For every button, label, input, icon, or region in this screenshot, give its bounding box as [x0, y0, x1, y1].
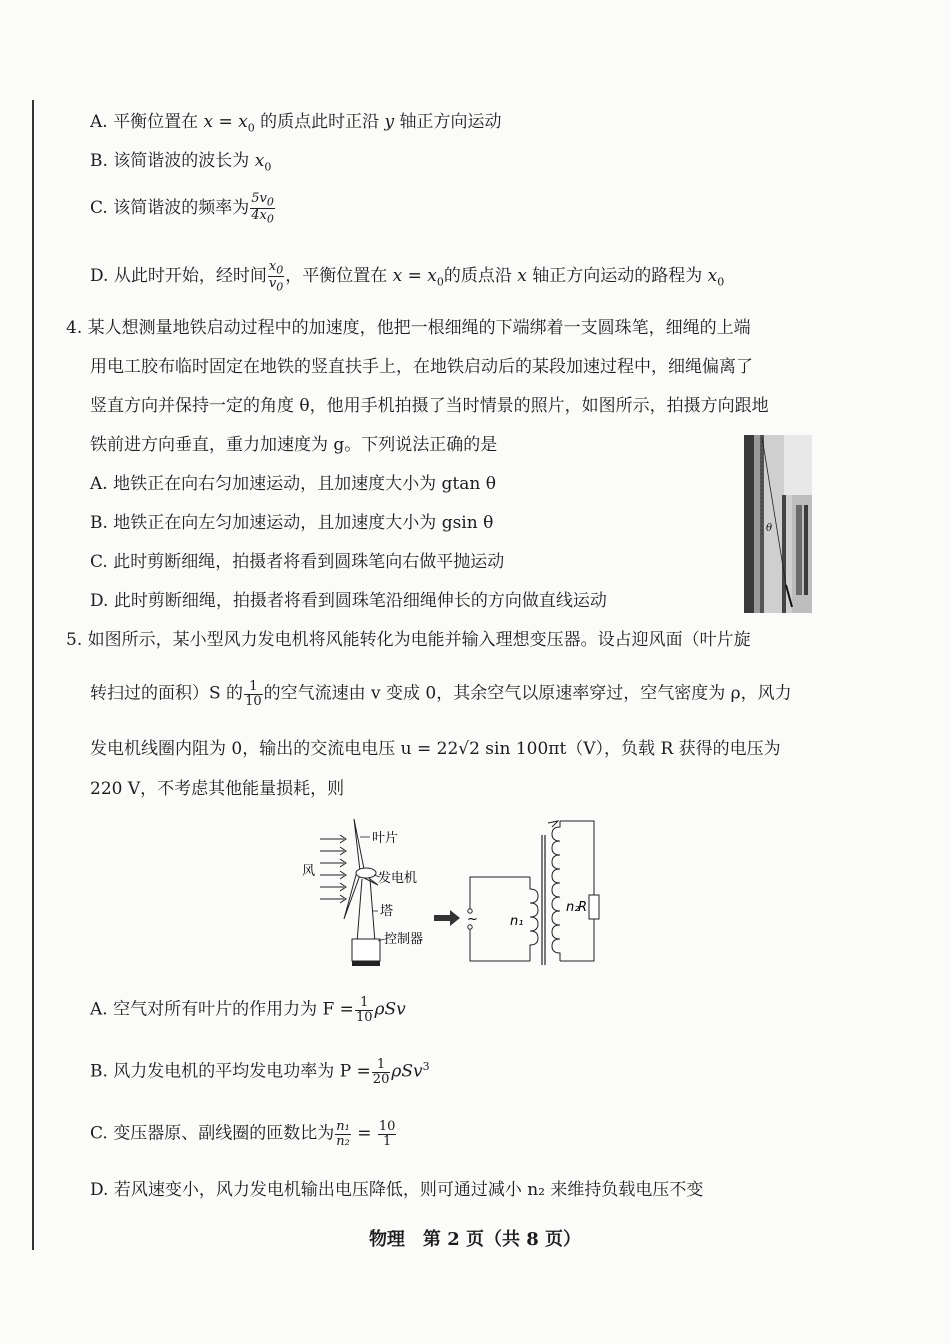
- q5-option-a-fraction: $\frac{1}{10}$: [355, 995, 373, 1025]
- q5-option-d: D. 若风速变小，风力发电机输出电压降低，则可通过减小 n₂ 来维持负载电压不变: [90, 1180, 704, 1200]
- q3-option-c-fraction: $\frac{5v_0}{4x_0}$: [251, 191, 274, 226]
- tower-label: 塔: [380, 904, 394, 919]
- theta-label: θ: [766, 523, 773, 534]
- q5-option-b-fraction: $\frac{1}{20}$: [372, 1057, 390, 1087]
- generator-label: 发电机: [378, 871, 418, 886]
- q3-option-b: B. 该简谐波的波长为 $x_0$: [90, 151, 272, 174]
- n1-label: n₁: [510, 914, 524, 929]
- q4-option-c: C. 此时剪断细绳，拍摄者将看到圆珠笔向右做平抛运动: [90, 552, 505, 572]
- page-footer: 物理 第 2 页（共 8 页）: [368, 1229, 582, 1250]
- resistor-label: R: [578, 900, 588, 915]
- q5-stem-line-4: 220 V，不考虑其他能量损耗，则: [90, 779, 345, 799]
- wind-turbine-circuit-figure: [298, 815, 604, 975]
- wind-arrows: [320, 835, 346, 903]
- q5-option-c-value: $\frac{10}{1}$: [378, 1119, 396, 1149]
- generator-nacelle: [356, 868, 376, 878]
- q5-stem-line-2: 转扫过的面积）S 的 $\frac{1}{10}$ 的空气流速由 v 变成 0，其余空气以原速率穿过，空气密度为 ρ，风力: [90, 679, 792, 709]
- q5-option-c-ratio: $\frac{\text{n₁}}{\text{n₂}}$: [336, 1119, 350, 1149]
- subway-photo: [744, 435, 812, 613]
- secondary-circuit: [548, 821, 594, 961]
- q4-stem-line-1: 4. 某人想测量地铁启动过程中的加速度，他把一根细绳的下端绑着一支圆珠笔，细绳的上端: [66, 318, 751, 338]
- q5-stem-fraction: $\frac{1}{10}$: [245, 679, 262, 709]
- q4-option-a: A. 地铁正在向右匀加速运动，且加速度大小为 gtan θ: [90, 474, 496, 494]
- q4-stem-line-3: 竖直方向并保持一定的角度 θ，他用手机拍摄了当时情景的照片，如图所示，拍摄方向跟地: [90, 396, 769, 416]
- controller-label: 控制器: [384, 932, 424, 947]
- q4-stem-line-4: 铁前进方向垂直，重力加速度为 g。下列说法正确的是: [90, 435, 498, 455]
- flow-arrow-icon: [434, 910, 460, 926]
- q3-option-a: A. 平衡位置在 $x = x_0$ 的质点此时正沿 y 轴正方向运动: [90, 112, 502, 135]
- q3-option-d: D. 从此时开始，经时间 $\frac{x_0}{v_0}$ ，平衡位置在 $x = x_0$的质点沿 x 轴正方向运动的路程为 $x_0$: [90, 259, 725, 294]
- q5-option-b: B. 风力发电机的平均发电功率为 P = $\frac{1}{20}$ ρSv$^3$: [90, 1057, 430, 1087]
- q4-option-d: D. 此时剪断细绳，拍摄者将看到圆珠笔沿细绳伸长的方向做直线运动: [90, 591, 607, 611]
- ac-source-symbol: ~: [467, 912, 478, 927]
- controller-box: [352, 939, 380, 961]
- n2-label: n₂: [566, 900, 580, 915]
- q5-option-a: A. 空气对所有叶片的作用力为 F = $\frac{1}{10}$ ρSv: [90, 995, 406, 1025]
- wind-label: 风: [302, 864, 316, 879]
- left-margin-rule: [32, 100, 34, 1250]
- q3-option-c: C. 该简谐波的频率为 $\frac{5v_0}{4x_0}$: [90, 191, 274, 226]
- tower-base: [352, 961, 380, 966]
- q5-stem-line-3: 发电机线圈内阻为 0，输出的交流电电压 u = 22√2 sin 100πt（V），负载 R 获得的电压为: [90, 739, 781, 759]
- q5-stem-line-1: 5. 如图所示，某小型风力发电机将风能转化为电能并输入理想变压器。设占迎风面（叶片旋: [66, 630, 751, 650]
- blade-label: 叶片: [372, 831, 399, 846]
- q3-option-d-fraction: $\frac{x_0}{v_0}$: [268, 259, 284, 294]
- primary-circuit: [468, 877, 538, 961]
- load-resistor: [589, 895, 599, 919]
- q4-option-b: B. 地铁正在向左匀加速运动，且加速度大小为 gsin θ: [90, 513, 494, 533]
- blade-lower-left: [344, 875, 360, 919]
- q5-option-c: C. 变压器原、副线圈的匝数比为 $\frac{\text{n₁}}{\text{n₂}}$ = $\frac{10}{1}$: [90, 1119, 396, 1149]
- blade-upper: [354, 819, 364, 871]
- q4-stem-line-2: 用电工胶布临时固定在地铁的竖直扶手上，在地铁启动后的某段加速过程中，细绳偏离了: [90, 357, 753, 377]
